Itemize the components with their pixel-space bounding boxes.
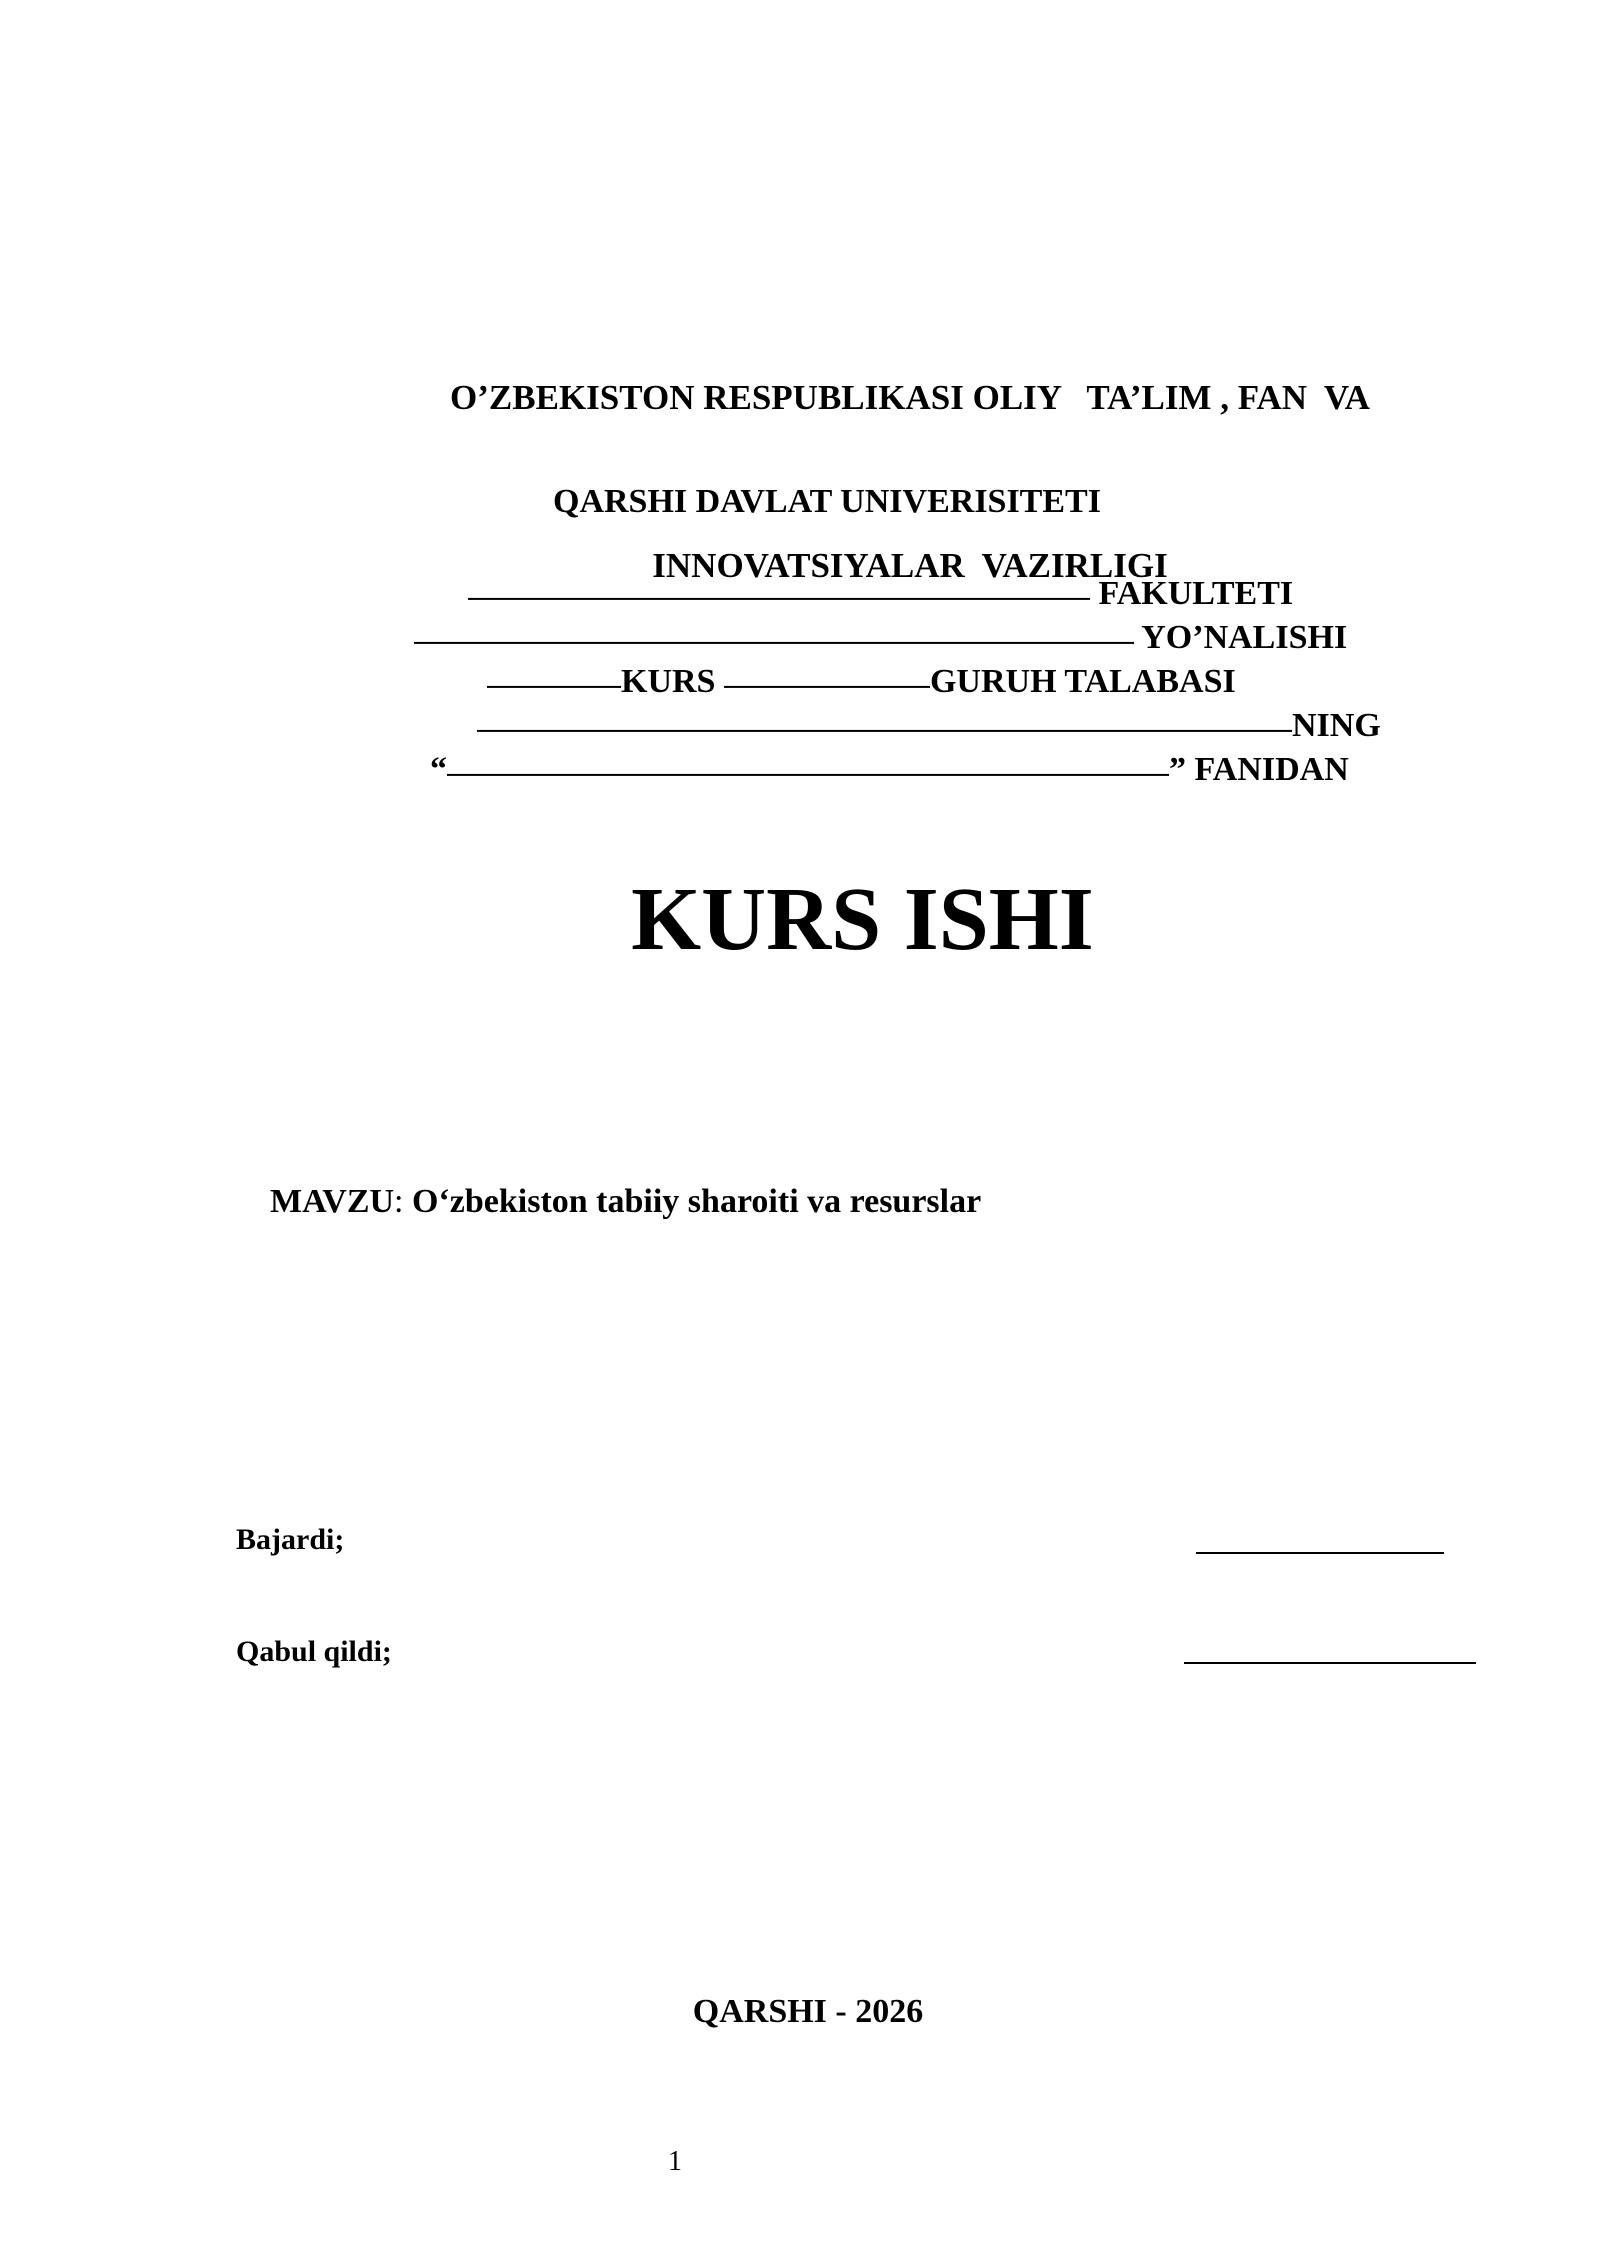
accepted-by-label: Qabul qildi;: [236, 1635, 392, 1668]
topic-text: O‘zbekiston tabiiy sharoiti va resurslar: [412, 1183, 982, 1220]
university-name: QARSHI DAVLAT UNIVERISITETI: [553, 483, 1101, 520]
topic-line: [236, 1130, 981, 1274]
subject-row: [396, 700, 1349, 836]
accepted-by-signature-line: [1184, 1662, 1476, 1664]
page-number: 1: [668, 2146, 682, 2177]
performed-by-label: Bajardi;: [236, 1523, 345, 1556]
ministry-line-2: INNOVATSIYALAR VAZIRLIGI: [652, 546, 1168, 585]
subject-open-quote: “: [430, 751, 447, 788]
subject-blank: [447, 740, 1169, 776]
faculty-label: FAKULTETI: [1098, 575, 1294, 612]
topic-label: MAVZU: [270, 1183, 395, 1220]
group-label: GURUH TALABASI: [929, 663, 1236, 700]
ministry-line-1: O’ZBEKISTON RESPUBLIKASI OLIY TA’LIM , FAN VA: [450, 378, 1370, 417]
subject-label: ” FANIDAN: [1169, 751, 1349, 788]
direction-label: YO’NALISHI: [1141, 619, 1348, 656]
document-title: KURS ISHI: [631, 870, 1094, 969]
city-year: QARSHI - 2026: [692, 1993, 924, 2030]
course-label: KURS: [621, 663, 716, 700]
student-label: NING: [1292, 707, 1381, 744]
topic-colon: :: [394, 1183, 404, 1220]
performed-by-signature-line: [1196, 1552, 1444, 1554]
